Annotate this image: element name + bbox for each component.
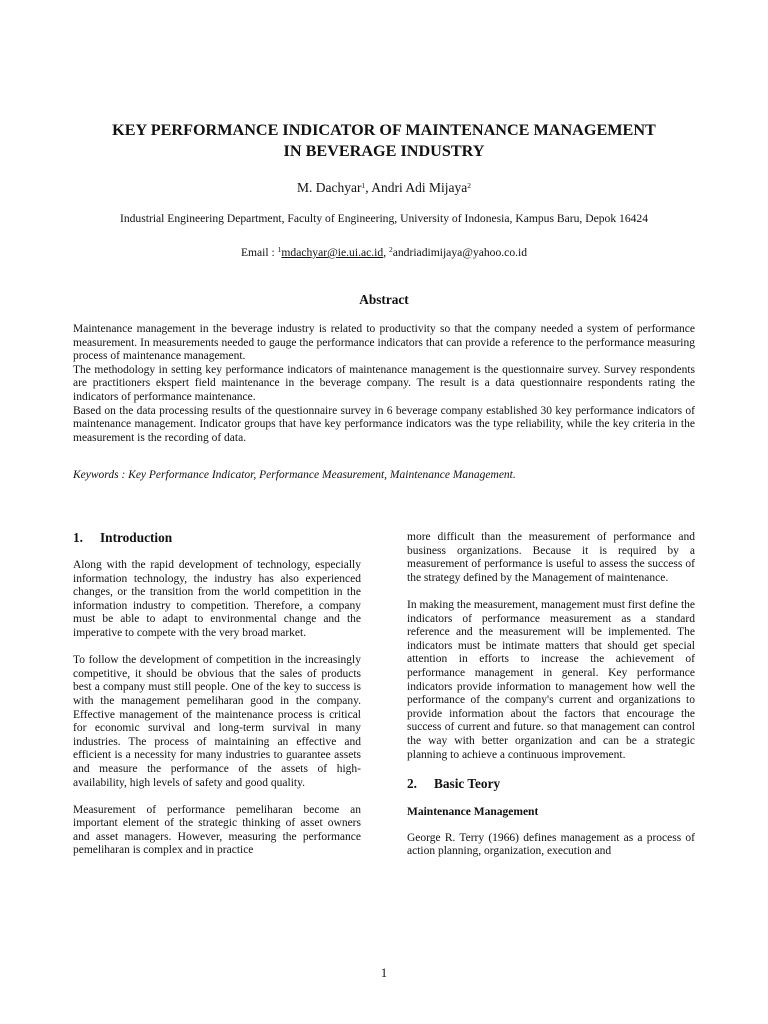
basic-theory-heading bbox=[407, 776, 695, 792]
affiliation: Industrial Engineering Department, Faculty of Engineering, University of Indonesia, Kampus Baru, Depok 16424 bbox=[119, 212, 649, 225]
body-paragraph: Measurement of performance pemeliharan become an important element of the strategic thinking of asset owners and asset managers. However, measuring the performance pemeliharan is complex and in practice bbox=[73, 803, 361, 857]
email-2-mark: 2 bbox=[388, 245, 393, 254]
right-column bbox=[407, 531, 695, 872]
body-paragraph: Along with the rapid development of technology, especially information technology, the industry has also experienced changes, or the transition from the world competition in the information industry to competition. Therefore, a company must be able to adapt to environmental change and the imperative to compete with the very broad market. bbox=[73, 559, 361, 639]
author-1-affil-mark: 1 bbox=[361, 181, 366, 190]
body-paragraph: more difficult than the measurement of performance and business organizations. Because it is required by a measurement of performance is useful to assess the success of the strategy defined by the Management of maintenance. bbox=[407, 531, 695, 584]
section-number: 2. bbox=[407, 775, 417, 791]
body-paragraph: In making the measurement, management must first define the indicators of performance measurement as a standard reference and the measurement will be implemented. The indicators must be intimate matters that should get special attention in efforts to increase the achievement of performance management in general. Key performance indicators provide information to management how well the performance of the company's current and organizations to provide information about the factors that encourage the success of current and future. so that management can control the way with better organization and can be a strategic planning to achieve a continuous improvement. bbox=[407, 598, 695, 761]
email-separator: , bbox=[383, 246, 389, 259]
email-1-link[interactable]: mdachyar@ie.ui.ac.id bbox=[281, 246, 384, 259]
abstract-heading: Abstract bbox=[359, 292, 409, 307]
body-paragraph: George R. Terry (1966) defines management as a process of action planning, organization, execution and bbox=[407, 831, 695, 858]
title-line-2: IN BEVERAGE INDUSTRY bbox=[283, 142, 485, 160]
abstract-body bbox=[73, 323, 695, 445]
section-number: 1. bbox=[73, 530, 83, 545]
keywords: Keywords : Key Performance Indicator, Performance Measurement, Maintenance Management. bbox=[73, 469, 516, 481]
abstract-paragraph: The methodology in setting key performance indicators of maintenance management is the questionnaire survey. Survey respondents are practitioners ekspert field maintenance in the beverage company. The result is a data questionnaire respondents rating the indicators of performance maintenance. bbox=[73, 363, 695, 403]
email-1-mark: 1 bbox=[277, 245, 282, 254]
author-1: M. Dachyar bbox=[297, 180, 362, 195]
page-number: 1 bbox=[380, 966, 388, 980]
email-line bbox=[60, 245, 708, 260]
abstract-paragraph: Maintenance management in the beverage industry is related to productivity so that the company needed a system of performance measurement. In measurements needed to gauge the performance indicators that can provide a reference to the performance measuring process of maintenance management. bbox=[73, 323, 695, 363]
maintenance-management-subheading: Maintenance Management bbox=[407, 805, 539, 818]
email-2: andriadimijaya@yahoo.co.id bbox=[392, 246, 528, 259]
title-line-1: KEY PERFORMANCE INDICATOR OF MAINTENANCE MANAGEMENT bbox=[112, 121, 656, 139]
introduction-heading bbox=[73, 530, 361, 546]
author-separator: , bbox=[365, 180, 372, 195]
section-title: Introduction bbox=[100, 530, 173, 545]
left-column bbox=[73, 530, 361, 872]
email-prefix: Email : bbox=[240, 246, 278, 259]
section-title: Basic Teory bbox=[434, 775, 501, 791]
abstract-paragraph: Based on the data processing results of the questionnaire survey in 6 beverage company established 30 key performance indicators of maintenance management. Indicator groups that have key performance indicators was the type reliability, while the key criteria in the measurement is the recording of data. bbox=[73, 404, 695, 444]
author-2: Andri Adi Mijaya bbox=[371, 180, 468, 195]
author-list bbox=[60, 180, 708, 196]
paper-title bbox=[60, 120, 708, 162]
body-paragraph: To follow the development of competition in the increasingly competitive, it should be obvious that the sales of products best a company must still people. One of the key to success is with the management pemeliharan good in the company. Effective management of the maintenance process is critical for economic survival and long-term survival in many industries. The process of maintaining an effective and efficient is a necessity for many industries to guarantee assets and measure the performance of the assets of high-availability, high levels of safety and good quality. bbox=[73, 654, 361, 789]
author-2-affil-mark: 2 bbox=[467, 181, 471, 190]
